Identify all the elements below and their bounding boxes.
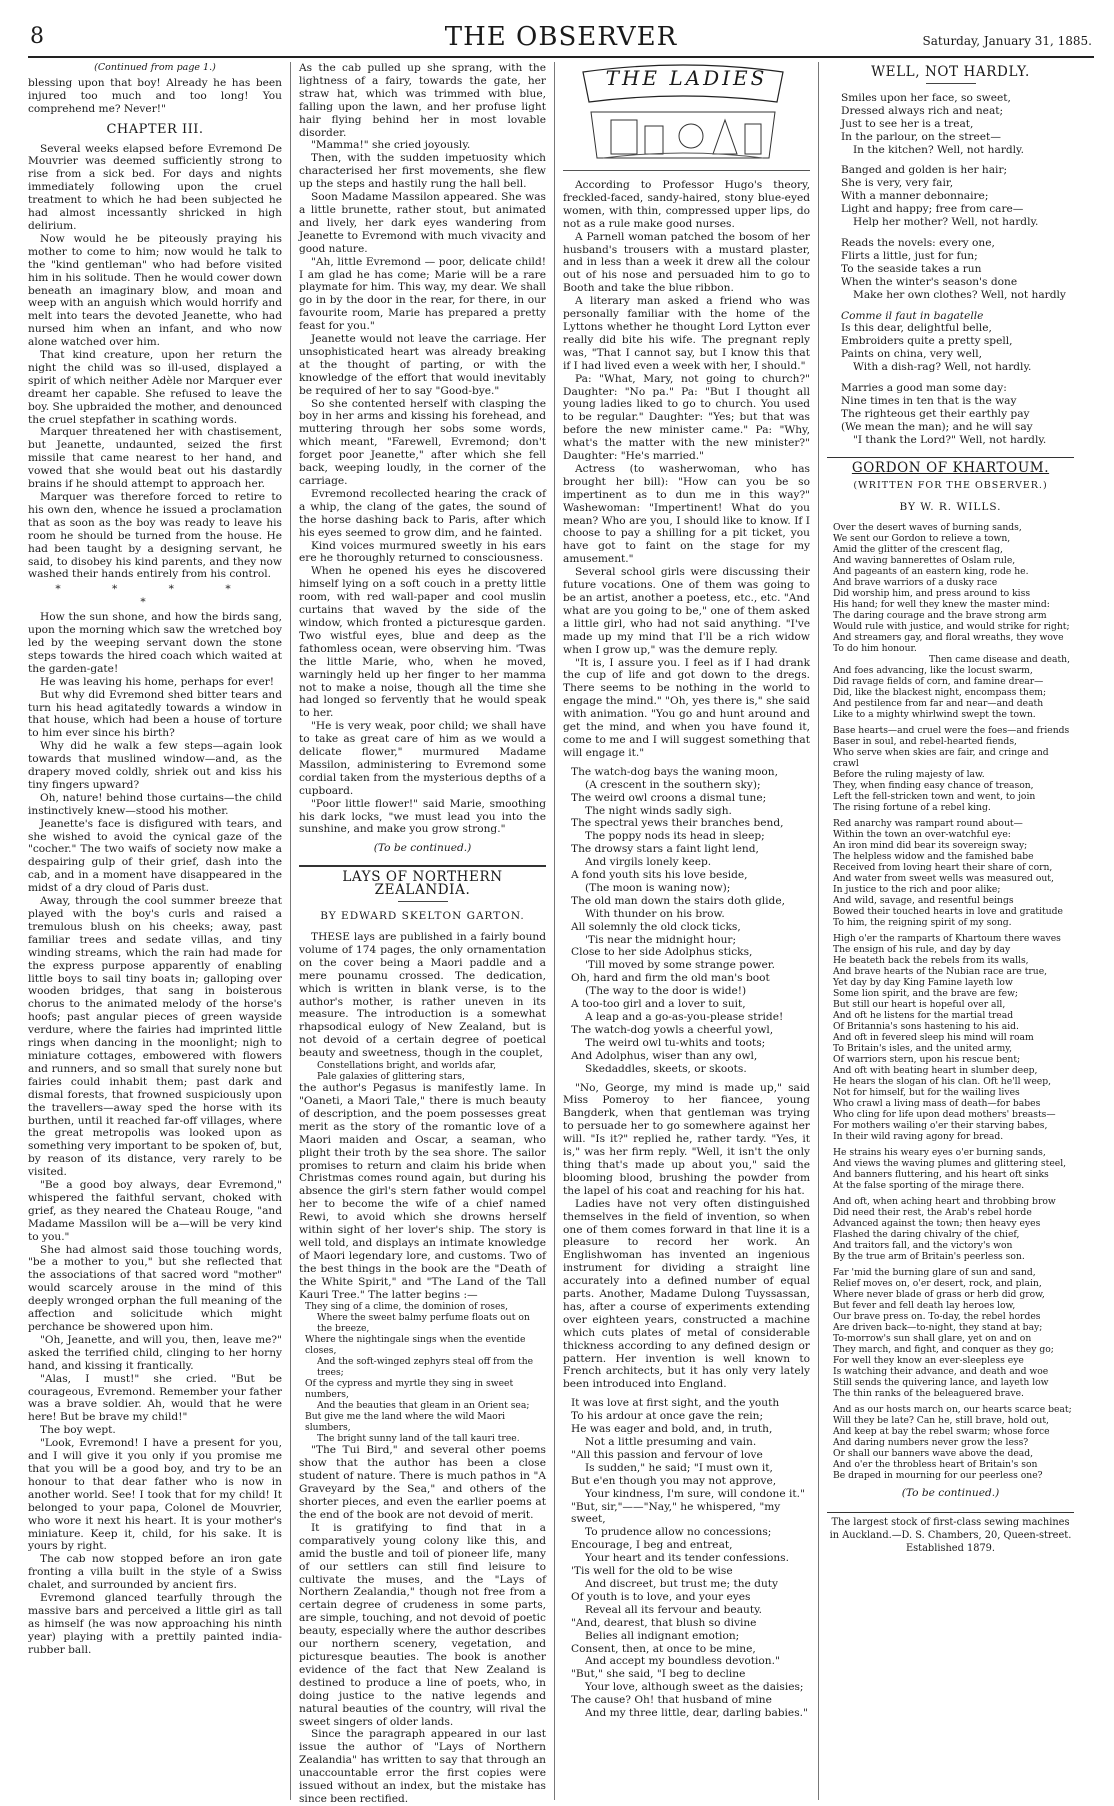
verse-line: To do him honour.	[833, 643, 917, 655]
verse-line: And oft, when aching heart and throbbing brow	[833, 1196, 1056, 1208]
stanza	[827, 92, 1074, 157]
verse-line: The spectral yews their branches bend,	[571, 817, 784, 830]
verse-line: Before the ruling majesty of law.	[833, 769, 985, 781]
paragraph: Pa: "What, Mary, not going to church?" Daughter: "No pa." Pa: "But I thought all young ladies liked to go to church. You used to be regular." Daughter: "Yes; but that was before the new minister came." Pa: "Why, what's the matter with the new minister?" Daughter: "He's married."	[563, 372, 810, 463]
verse-line: And oft with beating heart in slumber deep,	[833, 1065, 1038, 1077]
paragraph: Kind voices murmured sweetly in his ears ere he thoroughly returned to consciousness.	[299, 539, 546, 565]
verse-line: Is this dear, delightful belle,	[841, 322, 992, 335]
paragraph: "Alas, I must!" she cried. "But be courageous, Evremond. Remember your father was a brave soldier. Ah, would that he were here! But be brave my child!"	[28, 1372, 282, 1424]
verse-line: 'Tis near the midnight hour;	[585, 933, 737, 946]
paragraph: Oh, nature! behind those curtains—the child instinctively knew—stood his mother.	[28, 791, 282, 817]
column-2	[290, 62, 554, 1805]
byline: BY W. R. WILLS.	[899, 501, 1002, 514]
verse-line: And Adolphus, wiser than any owl,	[571, 1049, 758, 1062]
verse-line: And oft in fevered sleep his mind will roam	[833, 1032, 1034, 1044]
verse-line: Reveal all its fervour and beauty.	[585, 1603, 763, 1616]
paragraph: Jeanette's face is disfigured with tears, and she wished to avoid the cynical gaze of the "cocher." The two waifs of society now make a despairing gulp of their grief, dash into the cab, and in a moment have disappeared in the midst of a dry cloud of Paris dust.	[28, 817, 282, 895]
verse-line: Did ravage fields of corn, and famine drear—	[833, 676, 1044, 688]
verse-line: Make her own clothes? Well, not hardly	[853, 288, 1066, 301]
verse-line: And streamers gay, and floral wreaths, they wove	[833, 632, 1064, 644]
verse-line: Oh, hard and firm the old man's boot	[571, 972, 770, 985]
verse-line: Will they be late? Can he, still brave, hold out,	[833, 1415, 1049, 1427]
verse-line: Just to see her is a treat,	[841, 117, 974, 130]
paragraph: Several weeks elapsed before Evremond De Mouvrier was deemed sufficiently strong to rise from a sick bed. For days and nights immediately following upon the cruel treatment to which he had been subjected he had almost incessantly shricked in high delirium.	[28, 142, 282, 232]
verse-line: With a dish-rag? Well, not hardly.	[853, 361, 1032, 374]
verse-line: Of Britannia's sons hastening to his aid.	[833, 1021, 1019, 1033]
stanza	[827, 164, 1074, 229]
column-4-poetry	[818, 62, 1074, 1800]
verse-line: The rising fortune of a rebel king.	[833, 802, 991, 814]
written-note: (WRITTEN FOR THE OBSERVER.)	[853, 480, 1048, 492]
verse-line: Comme il faut in bagatelle	[841, 309, 984, 322]
verse-line: The helpless widow and the famished babe	[833, 851, 1034, 863]
paragraph: It is gratifying to find that in a comparatively young colony like this, and amid the bustle and toil of pioneer life, many of our settlers can still find leisure to cultivate the muses, and the "Lays of Northern Zealandia," though not free from a certain degree of crudeness in some parts, are simple, touching, and not devoid of poetic beauty, especially where the author describes our northern scenery, vegetation, and picturesque beauties. The book is another evidence of the fact that New Zealand is destined to produce a line of poets, who, in doing justice to the native legends and natural beauties of the country, will rival the sweet singers of older lands.	[299, 1521, 546, 1728]
verse-line: With thunder on his brow.	[585, 907, 725, 920]
article-heading-lays: LAYS OF NORTHERN ZEALANDIA.	[342, 869, 503, 899]
paragraph: Away, through the cool summer breeze that played with the boy's curls and raised a tremulous blush on his cheeks; away, past familiar trees and sedate villas, and tiny winding streams, which the rain had made for the express purpose apparently of enabling little boys to sail tiny boats in; galloping over wooden bridges, that sang in boisterous chorus to the animated melody of the horse's hoofs; past angular pieces of green wayside verdure, where the fairies had imprinted little rings when dancing in the moonlight; nigh to miniature cottages, embowered with flowers and runners, and so small that surely none but fairies could inhabit them; past dark and dismal forests, that frowned suspiciously upon the travellers—away sped the horse with its burthen, until it reached far-off villages, where the great metropolis was looked upon as something very important to be spoken of, but, by reason of its distance, very rarely to be visited.	[28, 895, 282, 1179]
verse-line: Would rule with justice, and would strike for right;	[833, 621, 1070, 633]
verse-line: Left the fell-stricken town and went, to join	[833, 791, 1036, 803]
paragraph: "Be a good boy always, dear Evremond," whispered the faithful servant, choked with grief, as they neared the Chateau Rouge, "and Madame Massilon will be a—will be very kind to you."	[28, 1179, 282, 1243]
verse-line: We sent our Gordon to relieve a town,	[833, 533, 1011, 545]
section-rule	[827, 457, 1074, 458]
paragraph: A literary man asked a friend who was personally familiar with the home of the Lyttons whether he thought Lord Lytton ever really did bite his wife. The pregnant reply was, "That I cannot say, but I know this that if I had lived even a week with her, I should."	[563, 295, 810, 372]
verse-line: "But," she said, "I beg to decline	[571, 1668, 746, 1681]
paragraph: Why did he walk a few steps—again look towards that muslined window—and, as the drapery moved coldly, shriek out and kiss his tiny fingers upward?	[28, 740, 282, 791]
verse-line: A leap and a go-as-you-please stride!	[585, 1011, 784, 1023]
quoted-couplet	[299, 1060, 546, 1082]
verse-line: And oft he listens for the martial tread	[833, 1010, 1014, 1022]
verse-line: Yet day by day King Famine layeth low	[833, 977, 1013, 989]
verse-line: Bowed their touched hearts in love and gratitude	[833, 906, 1063, 918]
paragraph: Ladies have not very often distinguished themselves in the field of invention, so when one of them comes forward in that line it is a pleasure to record her work. An Englishwoman has invented an ingenious instrument for dividing a straight line accurately into a defined number of equal parts. Another, Madame Dulong Tuyssassan, has, after a course of experiments extending over eighteen years, constructed a machine which cuts plates of metal of considerable thickness according to any defined design or pattern. Her invention is well known to French architects, but it has only very lately been introduced into England.	[563, 1197, 810, 1391]
verse-line: Our brave press on. To-day, the rebel hordes	[833, 1311, 1041, 1323]
verse-line: And views the waving plumes and glittering steel,	[833, 1158, 1067, 1170]
verse-line: Your kindness, I'm sure, will condone it."	[585, 1487, 805, 1500]
verse-line: The daring courage and the brave strong arm	[833, 610, 1047, 622]
verse-line: The watch-dog yowls a cheerful yowl,	[571, 1023, 774, 1036]
verse-line: In their wild raving agony for bread.	[833, 1131, 1004, 1143]
paragraph: Several school girls were discussing their future vocations. One of them was going to be an artist, another a poetess, etc., etc. "And what are you going to be," one of them asked a little girl, who had not said anything. "I've made up my mind that I'll be a rich widow when I grow up," was the demure reply.	[563, 566, 810, 656]
verse-line: Advanced against the town; then heavy eyes	[833, 1218, 1041, 1230]
verse-love-at-first-sight	[563, 1397, 810, 1720]
paragraph: "He is very weak, poor child; we shall have to take as great care of him as we would a delicate flower," murmured Madame Massilon, administering to Evremond some cordial taken from the mysterious depths of a cupboard.	[299, 720, 546, 797]
verse-line: (We mean the man); and he will say	[841, 420, 1033, 433]
paragraph: Marquer was therefore forced to retire to his own den, whence he issued a proclamation that as soon as the boy was ready to leave his room he should be turned from the house. He had been taught by a designing servant, he said, to disobey his kind parents, and they now washed their hands entirely from his control.	[28, 491, 282, 581]
verse-line: To-morrow's sun shall glare, yet on and on	[833, 1333, 1032, 1345]
paragraph: The cab now stopped before an iron gate fronting a villa built in the style of a Swiss chalet, and surrounded by ancient firs.	[28, 1553, 282, 1592]
verse-line: Or shall our banners wave above the dead,	[833, 1448, 1034, 1460]
verse-line: To prudence allow no concessions;	[585, 1526, 772, 1539]
verse-line: Pale galaxies of glittering stars,	[317, 1071, 465, 1083]
byline: BY EDWARD SKELTON GARTON.	[320, 910, 525, 923]
verse-line: And as our hosts march on, our hearts scarce beat;	[833, 1404, 1072, 1416]
verse-line: Your love, although sweet as the daisies;	[585, 1681, 804, 1694]
verse-line: An iron mind did bear its sovereign sway;	[833, 840, 1028, 852]
verse-line: "I thank the Lord?" Well, not hardly.	[853, 433, 1047, 446]
issue-date: Saturday, January 31, 1885.	[922, 34, 1092, 48]
verse-line: Paints on china, very well,	[841, 348, 982, 361]
verse-line: But still our heart is hopeful over all,	[833, 999, 1006, 1011]
verse-line: For well they know an ever-sleepless eye	[833, 1355, 1024, 1367]
paragraph: Actress (to washerwoman, who has brought her bill): "How can you be so impertinent as to dun me in this way?" Washewoman: "Impertinent! What do you mean? Who are you, I should like to know. If I choose to pay a shilling for a pit ticket, you have got to faint on the stage for my amusement."	[563, 462, 810, 566]
verse-line: And waving bannerettes of Oslam rule,	[833, 555, 1016, 567]
verse-line: The poppy nods its head in sleep;	[585, 830, 765, 843]
verse-line: Like to a mighty whirlwind swept the town.	[833, 709, 1036, 721]
ladies-banner-title: THE LADIES	[605, 66, 768, 90]
verse-line: Did worship him, and press around to kiss	[833, 588, 1031, 600]
verse-line: Where the nightingale sings when the eventide closes,	[305, 1334, 526, 1357]
verse-line: For mothers wailing o'er their starving babes,	[833, 1120, 1048, 1132]
verse-line: Red anarchy was rampart round about—	[833, 818, 1023, 830]
advertisement: The largest stock of first-class sewing machines in Auckland.—D. S. Chambers, 20, Queen-street. Established 1879.	[827, 1512, 1074, 1556]
verse-line: Dressed always rich and neat;	[841, 104, 1004, 117]
verse-line: Embroiders quite a pretty spell,	[841, 335, 1013, 348]
verse-watch-dog	[563, 766, 810, 1076]
column-3-the-ladies	[554, 62, 818, 1800]
verse-line: All solemnly the old clock ticks,	[571, 920, 741, 933]
verse-line: The weird owl tu-whits and toots;	[585, 1036, 766, 1049]
verse-line: And banners fluttering, and his heart oft sinks	[833, 1169, 1049, 1181]
verse-line: Where never blade of grass or herb did grow,	[833, 1289, 1045, 1301]
paragraph: "Ah, little Evremond — poor, delicate child! I am glad he has come; Marie will be a rare playmate for him. This way, my dear. We shall go in by the door in the rear, for there, in our favourite room, Marie has prepared a pretty feast for you."	[299, 255, 546, 333]
verse-line: Not a little presuming and vain.	[585, 1436, 757, 1448]
verse-line: His hand; for well they knew the master mind:	[833, 599, 1050, 611]
paragraph: So she contented herself with clasping the boy in her arms and kissing his forehead, and muttering through her sobs some words, which meant, "Farewell, Evremond; don't forget poor Jeanette," after which she fell back, weeping loudly, in the corner of the carriage.	[299, 397, 546, 487]
verse-line: Of youth is to love, and your eyes	[571, 1590, 751, 1603]
paragraph: the author's Pegasus is manifestly lame. In "Oaneti, a Maori Tale," there is much beauty of description, and the poem possesses great merit as the story of the romantic love of a Maori maiden and Oscar, a seaman, who plight their troth by the sea shore. The sailor promises to return and claim his bride when Christmas comes round again, but during his absence the girl's stern father would compel her to become the wife of a chief named Rewi, to avoid which she drowns herself within sight of her lover's ship. The story is well told, and displays an intimate knowledge of Maori legendary lore, and customs. Two of the best things in the book are the "Death of the White Spirit," and "The Land of the Tall Kauri Tree." The latter begins :—	[299, 1082, 546, 1301]
verse-line: Still sends the quivering lance, and layeth low	[833, 1377, 1049, 1389]
verse-line: And brave warriors of a dusky race	[833, 577, 998, 589]
verse-line: Nine times in ten that is the way	[841, 394, 1017, 407]
verse-line: Relief moves on, o'er desert, rock, and plain,	[833, 1278, 1042, 1290]
verse-line: 'Till moved by some strange power.	[585, 959, 776, 972]
verse-line: And accept my boundless devotion."	[585, 1655, 780, 1668]
masthead	[28, 22, 1094, 58]
verse-line: A fond youth sits his love beside,	[571, 869, 748, 882]
verse-line: Constellations bright, and worlds afar,	[317, 1060, 497, 1072]
verse-line: And the beauties that gleam in an Orient sea;	[317, 1400, 530, 1412]
paragraph: Marquer threatened her with chastisement, but Jeanette, undaunted, seized the first missile that came nearest to her hand, and vowed that she would beat out his dastardly brains if he should attempt to approach her.	[28, 426, 282, 491]
verse-line: She is very, very fair,	[841, 177, 954, 190]
verse-line: Encourage, I beg and entreat,	[571, 1539, 733, 1552]
paragraph: When he opened his eyes he discovered himself lying on a soft couch in a pretty little room, with red wall-paper and cool muslin curtains that waved by the side of the window, which fronted a picturesque garden. Two wistful eyes, blue and deep as the fathomless ocean, were observing him. 'Twas the little Marie, who, when he moved, warningly held up her finger to her mamma not to make a noise, though all the time she had longed so fervently that he would speak to her.	[299, 565, 546, 720]
paragraph: "Mamma!" she cried joyously.	[311, 139, 471, 152]
poem-heading-gordon: GORDON OF KHARTOUM.	[851, 459, 1050, 476]
verse-line: (A crescent in the southern sky);	[585, 778, 761, 791]
verse-line: The bright sunny land of the tall kauri tree.	[317, 1433, 520, 1445]
paragraph: As the cab pulled up she sprang, with the lightness of a fairy, towards the gate, her straw hat, which was trimmed with blue, falling upon the lawn, and her profuse light hair flying behind her in most lovable disorder.	[299, 62, 546, 139]
verse-line: "But, sir,"——"Nay," he whispered, "my sweet,	[571, 1500, 781, 1526]
verse-line: Are driven back—to-night, they stand at bay;	[833, 1322, 1043, 1334]
the-ladies-banner	[563, 62, 810, 171]
verse-line: Reads the novels: every one,	[841, 236, 995, 249]
divider	[926, 83, 976, 84]
verse-line: And keep at bay the rebel swarm; whose force	[833, 1426, 1050, 1438]
page-number: 8	[30, 24, 44, 49]
verse-line: They march, and fight, and conquer as they go;	[833, 1344, 1054, 1356]
paragraph: Now would he be piteously praying his mother to come to him; now would he talk to the "kind gentleman" who had before visited him in his solitude. Then he would cower down beneath an imaginary blow, and moan and weep with an anguish which would horrify and melt into tears the devoted Jeanette, who had nursed him when an infant, and who now alone watched over him.	[28, 232, 282, 349]
verse-line: Banged and golden is her hair;	[841, 164, 1008, 177]
continued-note: (Continued from page 1.)	[94, 62, 216, 73]
verse-line: But e'en though you may not approve,	[571, 1474, 777, 1487]
verse-line: Be draped in mourning for our peerless one?	[833, 1470, 1043, 1482]
section-rule	[299, 865, 546, 867]
verse-line: Within the town an over-watchful eye:	[833, 829, 1011, 841]
verse-line: He beateth back the rebels from its walls,	[833, 955, 1029, 967]
columns	[28, 62, 1094, 1805]
verse-line: And the soft-winged zephyrs steal off from the trees;	[317, 1356, 534, 1379]
paragraph: "The Tui Bird," and several other poems show that the author has been a close student of nature. There is much pathos in "A Graveyard by the Sea," and others of the shorter pieces, and even the earlier poems at the end of the book are not devoid of merit.	[299, 1444, 546, 1521]
verse-line: At the false sporting of the mirage there.	[833, 1180, 1025, 1192]
paragraph: THESE lays are published in a fairly bound volume of 174 pages, the only ornamentation on the cover being a Maori paddle and a mere pounamu crossed. The dedication, which is written in blank verse, is to the author's mother, is rather uneven in its measure. The introduction is a somewhat rhapsodical eulogy of New Zealand, but is not devoid of a certain degree of poetical beauty and sweetness, though in the couplet,	[299, 931, 546, 1060]
verse-line: Who crawl a living mass of death—for babes	[833, 1098, 1041, 1110]
verse-line: The righteous get their earthly pay	[841, 407, 1030, 420]
verse-line: The night winds sadly sigh.	[585, 804, 732, 817]
verse-line: Then came disease and death,	[928, 654, 1070, 666]
paragraph: blessing upon that boy! Already he has been injured too much and too long! You comprehend me? Never!"	[28, 76, 282, 115]
paragraph: Jeanette would not leave the carriage. Her unsophisticated heart was already breaking at the thought of parting, or with the knowledge of the effort that would inevitably be required of her to say "Good-bye."	[299, 333, 546, 397]
paragraph: "No, George, my mind is made up," said Miss Pomeroy to her fiancee, young Bangderk, when that gentleman was trying to persuade her to go somewhere against her will. "Is it?" replied he, rather tardy. "Yes, it is," was her firm reply. "Well, it isn't the only thing that's made up about you," said the blooming blood, brushing the powder from the lapel of his coat and reaching for his hat.	[563, 1081, 810, 1197]
poem-heading-well-not-hardly: WELL, NOT HARDLY.	[871, 64, 1030, 80]
verse-line: And traitors fall, and the victory's won	[833, 1240, 1013, 1252]
verse-line: And daring numbers never grow the less?	[833, 1437, 1029, 1449]
verse-line: Amid the glitter of the crescent flag,	[833, 544, 1003, 556]
verse-line: Is watching their advance, and death and woe	[833, 1366, 1049, 1378]
verse-line: Base hearts—and cruel were the foes—and friends	[833, 725, 1070, 737]
divider	[398, 901, 448, 902]
verse-line: Baser in soul, and rebel-hearted fiends,	[833, 736, 1017, 748]
verse-line: Flirts a little, just for fun;	[841, 249, 978, 262]
paragraph: "Look, Evremond! I have a present for you, and I will give it you only if you promise me that you will be a good boy, and try to be an honour to that dear father who is now in another world. See! I took that for my child! It belonged to your papa, Colonel de Mouvrier, who wore it next his heart. It is your mother's miniature. Keep it, child, for his sake. It is yours by right.	[28, 1437, 282, 1553]
verse-line: Smiles upon her face, so sweet,	[841, 91, 1011, 104]
column-1-serial-story	[28, 62, 290, 1800]
verse-line: With a manner debonnaire;	[841, 190, 989, 203]
verse-line: Of warriors stern, upon his rescue bent;	[833, 1054, 1021, 1066]
verse-line: And discreet, but trust me; the duty	[585, 1577, 779, 1590]
verse-line: And my three little, dear, darling babies."	[585, 1707, 808, 1720]
verse-line: (The way to the door is wide!)	[585, 985, 747, 998]
verse-line: Belies all indignant emotion;	[585, 1629, 740, 1642]
verse-line: Of the cypress and myrtle they sing in sweet numbers,	[305, 1378, 514, 1401]
paragraph: He was leaving his home, perhaps for ever!	[40, 675, 275, 688]
verse-line: And o'er the throbless heart of Britain's son	[833, 1459, 1038, 1471]
verse-line: They sing of a clime, the dominion of roses,	[305, 1301, 509, 1313]
verse-line: Marries a good man some day:	[841, 382, 1007, 395]
verse-line: The ensign of his rule, and day by day	[833, 944, 1011, 956]
stanza	[827, 382, 1074, 447]
verse-line: When the winter's season's done	[841, 275, 1018, 288]
paragraph: "It is, I assure you. I feel as if I had drank the cup of life and got down to the dregs. There seems to be nothing in the world to engage the mind." "Oh, yes there is," she said with animation. "You go and hunt around and get the mind, and when you have found it, come to me and I will suggest something that will engage it."	[563, 656, 810, 759]
verse-line: The old man down the stairs doth glide,	[571, 894, 785, 907]
verse-line: Your heart and its tender confessions.	[585, 1552, 789, 1565]
verse-line: To his ardour at once gave the rein;	[571, 1410, 764, 1423]
verse-line: And virgils lonely keep.	[585, 856, 712, 869]
quoted-verse	[299, 1301, 546, 1444]
verse-line: They, when finding easy chance of treason,	[833, 780, 1034, 792]
verse-line: And foes advancing, like the locust swarm,	[833, 665, 1033, 677]
verse-line: A too-too girl and a lover to suit,	[571, 998, 746, 1011]
verse-line: But fever and fell death lay heroes low,	[833, 1300, 1016, 1312]
verse-line: Help her mother? Well, not hardly.	[853, 216, 1039, 229]
verse-line: Far 'mid the burning glare of sun and sand,	[833, 1267, 1036, 1279]
verse-line: And pestilence from far and near—and death	[833, 698, 1044, 710]
verse-line: In the parlour, on the street—	[841, 130, 1001, 143]
verse-line: Over the desert waves of burning sands,	[833, 522, 1022, 534]
verse-line: Where the sweet balmy perfume floats out on the breeze,	[317, 1312, 530, 1335]
paragraph: How the sun shone, and how the birds sang, upon the morning which saw the wretched boy led by the weeping servant down the stone steps towards the hired coach which waited at the garden-gate!	[28, 611, 282, 675]
verse-line: Did need their rest, the Arab's rebel horde	[833, 1207, 1032, 1219]
verse-line: "All this passion and fervour of love	[571, 1448, 763, 1461]
poem-well-not-hardly	[827, 92, 1074, 447]
verse-line: And water from sweet wells was measured out,	[833, 873, 1054, 885]
verse-line: Consent, then, at once to be mine,	[571, 1642, 756, 1655]
verse-line: Received from loving heart their share of corn,	[833, 862, 1053, 874]
paragraph: "Oh, Jeanette, and will you, then, leave me?" asked the terrified child, clinging to her horny hand, and kissing it frantically.	[28, 1333, 282, 1372]
paragraph: According to Professor Hugo's theory, freckled-faced, sandy-haired, stony blue-eyed women, with thin, compressed upper lips, do not as a rule make good nurses.	[563, 179, 810, 230]
verse-line: Did, like the blackest night, encompass them;	[833, 687, 1047, 699]
verse-line: But give me the land where the wild Maori slumbers,	[305, 1411, 506, 1434]
verse-line: "And, dearest, that blush so divine	[571, 1616, 757, 1629]
paragraph: "Poor little flower!" said Marie, smoothing his dark locks, "we must lead you into the sunshine, and make you grow strong."	[299, 797, 546, 836]
verse-line: And pageants of an eastern king, rode he.	[833, 566, 1029, 578]
verse-line: He was eager and bold, and, in truth,	[571, 1423, 773, 1436]
newspaper-title: THE OBSERVER	[444, 22, 678, 52]
verse-line: High o'er the ramparts of Khartoum there waves	[833, 933, 1061, 945]
paragraph: A Parnell woman patched the bosom of her husband's trousers with a mustard plaster, and in less than a week it drew all the colour out of his nose and persuaded him to go to Booth and take the blue ribbon.	[563, 230, 810, 295]
paragraph: Evremond glanced tearfully through the massive bars and perceived a little girl as tall as himself (he was now approaching his ninth year) playing with a prettily painted india-rubber ball.	[28, 1592, 282, 1656]
paragraph: But why did Evremond shed bitter tears and turn his head agitatedly towards a window in that house, which had been a house of torture to him ever since his birth?	[28, 688, 282, 740]
paragraph: Then, with the sudden impetuosity which characterised her first movements, she flew up the steps and hastily rung the hall bell.	[299, 152, 546, 191]
poem-gordon-of-khartoum	[827, 522, 1074, 1481]
verse-line: The weird owl croons a dismal tune;	[571, 791, 767, 804]
verse-line: To the seaside takes a run	[841, 262, 982, 275]
chapter-heading: CHAPTER III.	[106, 121, 204, 137]
paragraph: Evremond recollected hearing the crack of a whip, the clang of the gates, the sound of the horse dashing back to Paris, after which his eyes seemed to grow dim, and he fainted.	[299, 487, 546, 539]
verse-line: It was love at first sight, and the youth	[571, 1397, 780, 1410]
verse-line: 'Tis well for the old to be wise	[571, 1565, 733, 1578]
paragraph: The boy wept.	[40, 1424, 116, 1437]
paragraph: Since the paragraph appeared in our last issue the author of "Lays of Northern Zealandia" has written to say that through an unaccountable error the first copies were issued without an index, but the mistake has since been rectified.	[299, 1728, 546, 1805]
verse-line: The drowsy stars a faint light lend,	[571, 843, 759, 856]
section-break-stars: * * * * *	[55, 583, 255, 609]
paragraph: She had almost said those touching words, "be a mother to you," but she reflected that the associations of that sacred word "mother" would scarcely arouse in the mind of this deeply wronged orphan the full meaning of the affection and solicitude which might perchance be showered upon him.	[28, 1243, 282, 1333]
paragraph: Soon Madame Massilon appeared. She was a little brunette, rather stout, but animated and lively, her dark eyes wandering from Jeanette to Evremond with much vivacity and good nature.	[299, 191, 546, 255]
verse-line: The watch-dog bays the waning moon,	[571, 765, 778, 778]
verse-line: (The moon is waning now);	[585, 881, 731, 894]
to-be-continued: (To be continued.)	[901, 1487, 1000, 1500]
verse-line: Some lion spirit, and the brave are few;	[833, 988, 1019, 1000]
verse-line: Close to her side Adolphus sticks,	[571, 946, 753, 959]
verse-line: The thin ranks of the beleaguered brave.	[833, 1388, 1024, 1400]
verse-line: In the kitchen? Well, not hardly.	[853, 143, 1024, 156]
verse-line: Who serve when skies are fair, and cringe and crawl	[833, 747, 1049, 770]
verse-line: Skedaddles, skeets, or skoots.	[585, 1062, 747, 1075]
verse-line: In justice to the rich and poor alike;	[833, 884, 1001, 896]
verse-line: To him, the reigning spirit of my song.	[833, 917, 1012, 929]
stanza	[827, 237, 1074, 302]
verse-line: Light and happy; free from care—	[841, 203, 1024, 216]
verse-line: He strains his weary eyes o'er burning sands,	[833, 1147, 1046, 1159]
verse-line: And brave hearts of the Nubian race are true,	[833, 966, 1048, 978]
verse-line: By the true arm of Britain's peerless son.	[833, 1251, 1025, 1263]
verse-line: To Britain's isles, and the united army,	[833, 1043, 1013, 1055]
verse-line: He hears the slogan of his clan. Oft he'll weep,	[833, 1076, 1052, 1088]
verse-line: Is sudden," he said; "I must own it,	[585, 1461, 773, 1474]
verse-line: The cause? Oh! that husband of mine	[571, 1694, 772, 1707]
verse-line: Who cling for life upon dead mothers' breasts—	[833, 1109, 1056, 1121]
verse-line: Flashed the daring chivalry of the chief,	[833, 1229, 1020, 1241]
paragraph: That kind creature, upon her return the night the child was so ill-used, displayed a spirit of which neither Adèle nor Marquer ever dreamt her capable. She refused to leave the boy. She upbraided the mother, and denounced the cruel stepfather in scathing words.	[28, 349, 282, 426]
verse-line: And wild, savage, and resentful beings	[833, 895, 1014, 907]
stanza	[827, 310, 1074, 375]
to-be-continued: (To be continued.)	[373, 842, 472, 855]
verse-line: Not for himself, but for the wailing lives	[833, 1087, 1020, 1099]
